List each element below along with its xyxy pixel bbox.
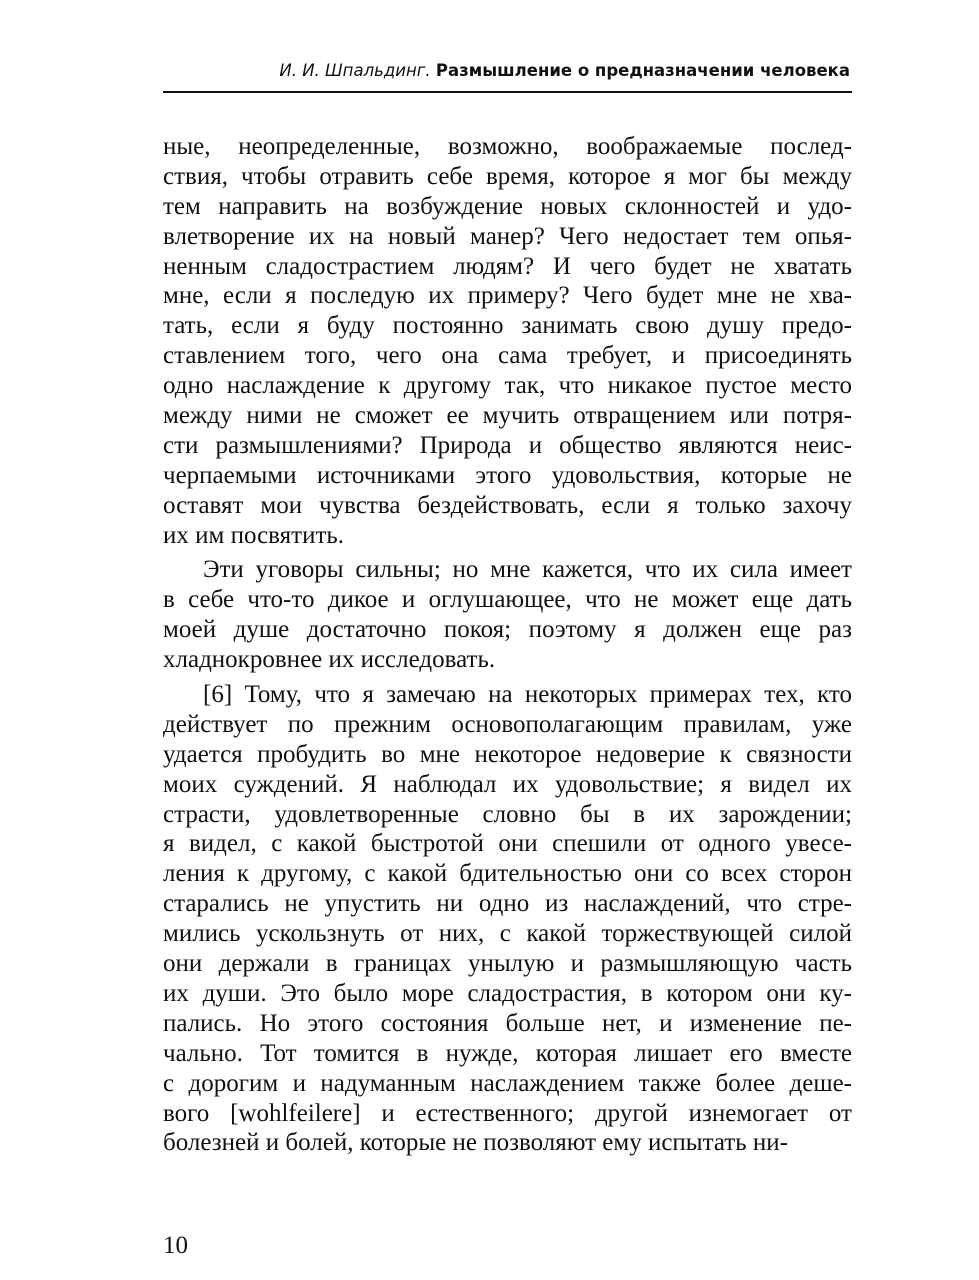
text-line: моих суждений. Я наблюдал их удовольствие; я видел их	[163, 770, 852, 798]
text-line: мне, если я последую их примеру? Чего будет мне не хва-	[163, 282, 852, 310]
text-line: пались. Но этого состояния больше нет, и изменение пе-	[163, 1009, 852, 1037]
text-line: оставят мои чувства бездействовать, если я только захочу	[163, 491, 852, 519]
page-number: 10	[163, 1232, 188, 1259]
text-line: в себе что-то дикое и оглушающее, что не может еще дать	[163, 586, 852, 614]
running-head-title: Размышление о предназначении человека	[435, 61, 850, 80]
running-head-author: И. И. Шпальдинг.	[279, 61, 431, 80]
text-line: мились ускользнуть от них, с какой торжествующей силой	[163, 920, 852, 948]
paragraph	[163, 555, 852, 675]
running-head	[163, 56, 850, 86]
text-line: ления к другому, с какой бдительностью они со всех сторон	[163, 860, 852, 888]
text-line: ные, неопределенные, возможно, воображаемые послед-	[163, 133, 852, 160]
text-line: черпаемыми источниками этого удовольствия, которые не	[163, 461, 852, 489]
text-line: их души. Это было море сладострастия, в котором они ку-	[163, 979, 852, 1007]
header-rule	[163, 91, 852, 93]
text-line: влетворение их на новый манер? Чего недостает тем опья-	[163, 222, 852, 250]
text-line: одно наслаждение к другому так, что никакое пустое место	[163, 372, 852, 400]
text-line: страсти, удовлетворенные словно бы в их зарождении;	[163, 800, 852, 828]
text-line: болезней и болей, которые не позволяют ему испытать ни-	[163, 1129, 788, 1157]
paragraph	[163, 680, 852, 1158]
text-line: старались не упустить ни одно из наслаждений, что стре-	[163, 890, 852, 918]
text-line: чально. Тот томится в нужде, которая лишает его вместе	[163, 1039, 852, 1067]
text-line: между ними не сможет ее мучить отвращением или потря-	[163, 402, 852, 430]
text-line: тать, если я буду постоянно занимать свою душу предо-	[163, 312, 852, 340]
text-line: их им посвятить.	[163, 521, 345, 549]
text-line: ствия, чтобы отравить себе время, которое я мог бы между	[163, 162, 852, 190]
text-line: Эти уговоры сильны; но мне кажется, что их сила имеет	[203, 556, 852, 584]
text-line: ставлением того, чего она сама требует, и присоединять	[163, 342, 852, 370]
text-line: вого [wohlfeilere] и естественного; другой изнемогает от	[163, 1099, 852, 1127]
text-line: действует по прежним основополагающим правилам, уже	[163, 710, 852, 738]
text-line: ненным сладострастием людям? И чего будет не хватать	[163, 252, 852, 280]
text-line: [6] Тому, что я замечаю на некоторых примерах тех, кто	[203, 681, 852, 709]
text-line: моей душе достаточно покоя; поэтому я должен еще раз	[163, 616, 852, 644]
text-line: они держали в границах унылую и размышляющую часть	[163, 950, 852, 978]
text-line: удается пробудить во мне некоторое недоверие к связности	[163, 740, 852, 768]
text-line: с дорогим и надуманным наслаждением также более деше-	[163, 1069, 852, 1097]
text-line: хладнокровнее их исследовать.	[163, 646, 496, 674]
text-line: я видел, с какой быстротой они спешили от одного увесе-	[163, 830, 852, 858]
paragraph	[163, 132, 852, 550]
text-line: сти размышлениями? Природа и общество являются неис-	[163, 431, 852, 459]
text-line: тем направить на возбуждение новых склонностей и удо-	[163, 192, 852, 220]
body-text	[163, 132, 852, 1158]
